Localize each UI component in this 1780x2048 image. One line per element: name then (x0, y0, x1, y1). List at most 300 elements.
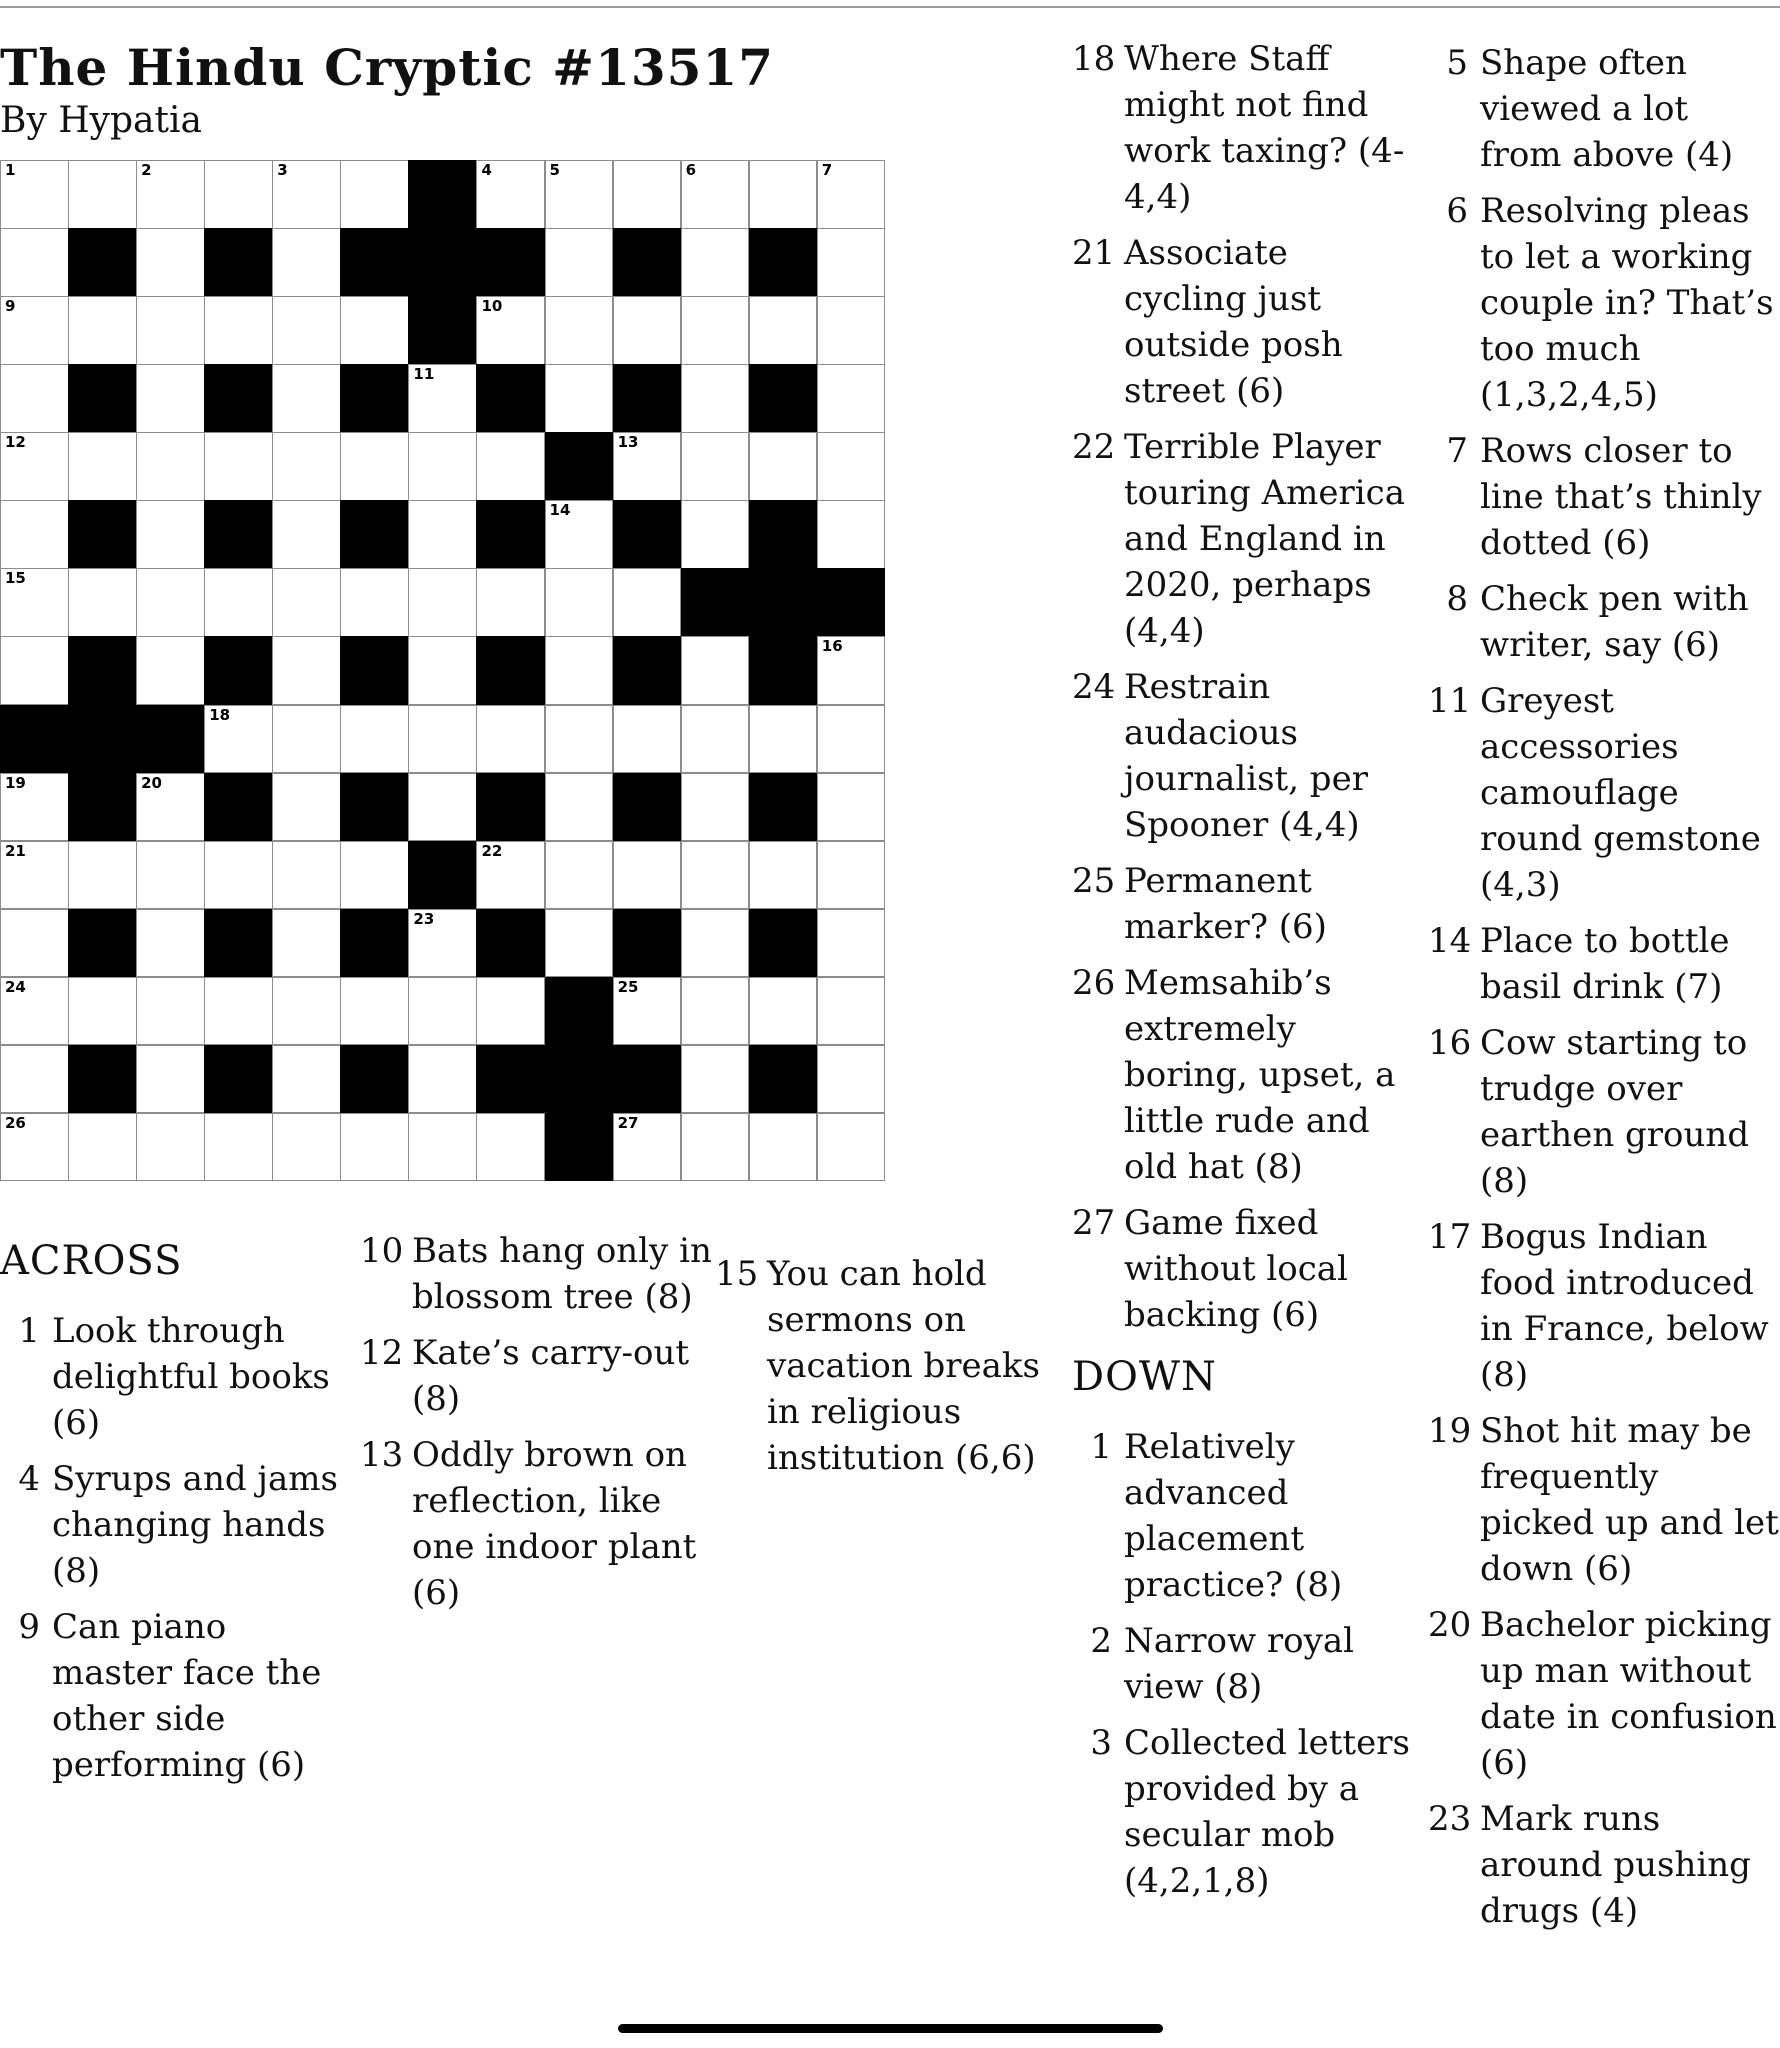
across-clue-22[interactable] (1072, 424, 1417, 654)
clue-text: Terrible Player touring America and England in 2020, perhaps (4,4) (1124, 427, 1405, 651)
grid-cell[interactable] (272, 977, 341, 1046)
clue-text: Shape often viewed a lot from above (4) (1480, 43, 1734, 175)
grid-block (613, 636, 682, 705)
grid-block (613, 1045, 682, 1114)
grid-block (817, 568, 886, 637)
grid-cell[interactable] (0, 364, 69, 433)
grid-cell[interactable] (681, 1045, 750, 1114)
grid-cell[interactable] (817, 1045, 886, 1114)
grid-cell[interactable] (545, 773, 614, 842)
grid-cell[interactable] (476, 568, 545, 637)
cell-number: 9 (5, 297, 16, 316)
grid-cell[interactable] (272, 841, 341, 910)
across-clue-27[interactable] (1072, 1200, 1417, 1338)
grid-cell[interactable] (613, 296, 682, 365)
grid-cell[interactable] (136, 160, 205, 229)
cell-number: 3 (277, 161, 288, 179)
grid-cell[interactable] (272, 228, 341, 297)
clue-number: 1 (1090, 1427, 1112, 1467)
grid-block (340, 500, 409, 569)
cell-number: 21 (5, 841, 26, 860)
grid-cell[interactable] (68, 1113, 137, 1182)
grid-cell[interactable] (204, 296, 273, 365)
grid-block (613, 500, 682, 569)
down-clue-23[interactable] (1428, 1796, 1780, 1934)
grid-block (204, 1045, 273, 1114)
across-clue-10[interactable] (360, 1228, 715, 1320)
cell-number: 4 (481, 161, 492, 179)
grid-cell[interactable] (68, 977, 137, 1046)
cell-number: 23 (413, 909, 435, 928)
grid-cell[interactable] (681, 705, 750, 774)
clue-number: 14 (1428, 921, 1472, 961)
grid-block (476, 500, 545, 569)
cell-number: 22 (481, 841, 503, 860)
grid-cell[interactable] (68, 432, 137, 501)
grid-cell[interactable] (272, 636, 341, 705)
clue-text: Associate cycling just outside posh street (6) (1124, 233, 1343, 411)
across-clue-26[interactable] (1072, 960, 1417, 1190)
clue-text: Greyest accessories camouflage round gemstone (4,3) (1480, 681, 1761, 905)
grid-cell[interactable] (545, 160, 614, 229)
clue-number: 7 (1446, 431, 1468, 471)
grid-cell[interactable] (749, 841, 818, 910)
grid-block (613, 228, 682, 297)
grid-cell[interactable] (476, 705, 545, 774)
grid-cell[interactable] (476, 160, 545, 229)
grid-cell[interactable] (476, 296, 545, 365)
clue-text: Oddly brown on reflection, like one indoor plant (6) (412, 1435, 697, 1613)
grid-cell[interactable] (204, 841, 273, 910)
grid-block (545, 1045, 614, 1114)
grid-cell[interactable] (545, 364, 614, 433)
clue-text: Bogus Indian food introduced in France, below (8) (1480, 1217, 1769, 1395)
clue-text: Bats hang only in blossom tree (8) (412, 1231, 712, 1317)
clue-number: 8 (1446, 579, 1468, 619)
grid-block (749, 500, 818, 569)
across-clue-13[interactable] (360, 1432, 715, 1616)
grid-cell[interactable] (204, 1113, 273, 1182)
grid-cell[interactable] (476, 841, 545, 910)
grid-cell[interactable] (408, 705, 477, 774)
across-clue-4[interactable] (0, 1456, 345, 1594)
clue-number: 25 (1072, 861, 1116, 901)
grid-cell[interactable] (0, 432, 69, 501)
grid-block (204, 773, 273, 842)
down-clue-17[interactable] (1428, 1214, 1780, 1398)
grid-cell[interactable] (545, 636, 614, 705)
grid-cell[interactable] (136, 228, 205, 297)
cell-number: 18 (209, 705, 231, 724)
grid-cell[interactable] (272, 500, 341, 569)
down-clue-8[interactable] (1428, 576, 1780, 668)
cell-number: 19 (5, 773, 26, 792)
grid-cell[interactable] (136, 1045, 205, 1114)
grid-cell[interactable] (613, 841, 682, 910)
home-indicator[interactable] (618, 2024, 1163, 2033)
across-clue-1[interactable] (0, 1308, 345, 1446)
across-clue-24[interactable] (1072, 664, 1417, 848)
grid-block (0, 705, 69, 774)
grid-cell[interactable] (0, 296, 69, 365)
grid-cell[interactable] (749, 977, 818, 1046)
clue-number: 10 (360, 1231, 404, 1271)
grid-block (204, 500, 273, 569)
grid-cell[interactable] (340, 841, 409, 910)
grid-cell[interactable] (681, 432, 750, 501)
grid-cell[interactable] (408, 773, 477, 842)
across-clue-25[interactable] (1072, 858, 1417, 950)
grid-cell[interactable] (613, 705, 682, 774)
grid-cell[interactable] (136, 773, 205, 842)
clue-text: You can hold sermons on vacation breaks in religious institution (6,6) (767, 1254, 1040, 1478)
clue-text: Bachelor picking up man without date in confusion (6) (1480, 1605, 1777, 1783)
cell-number: 14 (549, 501, 571, 520)
grid-cell[interactable] (204, 568, 273, 637)
grid-cell[interactable] (0, 1045, 69, 1114)
clue-text: Syrups and jams changing hands (8) (52, 1459, 338, 1591)
grid-cell[interactable] (0, 841, 69, 910)
top-divider (0, 0, 1780, 8)
grid-cell[interactable] (136, 364, 205, 433)
cell-number: 25 (617, 977, 639, 996)
grid-cell[interactable] (136, 636, 205, 705)
grid-cell[interactable] (817, 705, 886, 774)
clue-number: 13 (360, 1435, 404, 1475)
clue-number: 2 (1090, 1621, 1112, 1661)
clue-number: 22 (1072, 427, 1116, 467)
down-clue-3[interactable] (1072, 1720, 1417, 1904)
grid-cell[interactable] (136, 1113, 205, 1182)
across-column-2 (360, 1228, 715, 1626)
cell-number: 27 (617, 1113, 639, 1132)
grid-cell[interactable] (408, 1113, 477, 1182)
grid-cell[interactable] (613, 1113, 682, 1182)
down-clue-6[interactable] (1428, 188, 1780, 418)
grid-cell[interactable] (545, 705, 614, 774)
grid-cell[interactable] (340, 705, 409, 774)
clue-text: Check pen with writer, say (6) (1480, 579, 1749, 665)
grid-cell[interactable] (136, 568, 205, 637)
across-clue-18[interactable] (1072, 36, 1417, 220)
grid-cell[interactable] (681, 296, 750, 365)
grid-cell[interactable] (817, 773, 886, 842)
grid-cell[interactable] (0, 568, 69, 637)
grid-cell[interactable] (817, 160, 886, 229)
down-clue-2[interactable] (1072, 1618, 1417, 1710)
grid-block (749, 909, 818, 978)
grid-block (340, 636, 409, 705)
grid-cell[interactable] (0, 773, 69, 842)
cell-number: 15 (5, 569, 26, 588)
grid-block (749, 568, 818, 637)
grid-cell[interactable] (681, 1113, 750, 1182)
grid-block (136, 705, 205, 774)
grid-block (204, 636, 273, 705)
grid-cell[interactable] (817, 909, 886, 978)
grid-cell[interactable] (613, 568, 682, 637)
grid-block (749, 1045, 818, 1114)
grid-cell[interactable] (817, 841, 886, 910)
grid-block (204, 228, 273, 297)
clue-number: 16 (1428, 1023, 1472, 1063)
clue-text: Relatively advanced placement practice? (8) (1124, 1427, 1343, 1605)
grid-cell[interactable] (817, 432, 886, 501)
down-clue-7[interactable] (1428, 428, 1780, 566)
grid-block (68, 364, 137, 433)
grid-cell[interactable] (408, 909, 477, 978)
grid-cell[interactable] (0, 977, 69, 1046)
down-clue-20[interactable] (1428, 1602, 1780, 1786)
cell-number: 24 (5, 977, 26, 996)
across-column-4 (1072, 36, 1417, 1914)
grid-cell[interactable] (340, 160, 409, 229)
grid-cell[interactable] (340, 568, 409, 637)
clue-number: 18 (1072, 39, 1116, 79)
grid-cell[interactable] (613, 432, 682, 501)
grid-cell[interactable] (68, 841, 137, 910)
grid-block (408, 296, 477, 365)
clue-text: Place to bottle basil drink (7) (1480, 921, 1730, 1007)
grid-cell[interactable] (681, 500, 750, 569)
grid-cell[interactable] (136, 296, 205, 365)
grid-cell[interactable] (272, 909, 341, 978)
puzzle-byline: By Hypatia (0, 100, 202, 141)
grid-block (408, 841, 477, 910)
grid-cell[interactable] (136, 977, 205, 1046)
grid-cell[interactable] (681, 977, 750, 1046)
clue-number: 5 (1446, 43, 1468, 83)
grid-cell[interactable] (0, 160, 69, 229)
clue-number: 1 (18, 1311, 40, 1351)
crossword-grid (0, 160, 1021, 1181)
grid-cell[interactable] (408, 636, 477, 705)
clue-number: 26 (1072, 963, 1116, 1003)
clue-number: 21 (1072, 233, 1116, 273)
grid-cell[interactable] (340, 296, 409, 365)
grid-block (545, 432, 614, 501)
grid-cell[interactable] (272, 773, 341, 842)
clue-number: 20 (1428, 1605, 1472, 1645)
clue-text: Game fixed without local backing (6) (1124, 1203, 1348, 1335)
cell-number: 6 (685, 161, 697, 179)
grid-block (613, 364, 682, 433)
grid-cell[interactable] (749, 296, 818, 365)
grid-block (545, 977, 614, 1046)
grid-cell[interactable] (545, 568, 614, 637)
cell-number: 7 (821, 161, 833, 179)
grid-cell[interactable] (204, 705, 273, 774)
grid-cell[interactable] (0, 228, 69, 297)
clue-text: Mark runs around pushing drugs (4) (1480, 1799, 1751, 1931)
grid-cell[interactable] (408, 977, 477, 1046)
clue-number: 24 (1072, 667, 1116, 707)
grid-cell[interactable] (272, 1045, 341, 1114)
grid-block (476, 773, 545, 842)
clue-number: 23 (1428, 1799, 1472, 1839)
grid-cell[interactable] (817, 364, 886, 433)
cell-number: 10 (481, 297, 503, 316)
grid-cell[interactable] (204, 160, 273, 229)
grid-block (476, 636, 545, 705)
grid-cell[interactable] (0, 1113, 69, 1182)
cell-number: 5 (549, 161, 560, 179)
grid-cell[interactable] (68, 568, 137, 637)
clue-text: Rows closer to line that’s thinly dotted (6) (1480, 431, 1762, 563)
grid-block (340, 1045, 409, 1114)
grid-cell[interactable] (613, 977, 682, 1046)
grid-block (476, 1045, 545, 1114)
grid-cell[interactable] (681, 228, 750, 297)
grid-cell[interactable] (272, 160, 341, 229)
grid-cell[interactable] (476, 977, 545, 1046)
grid-cell[interactable] (749, 432, 818, 501)
grid-cell[interactable] (272, 705, 341, 774)
down-clue-11[interactable] (1428, 678, 1780, 908)
grid-block (68, 1045, 137, 1114)
across-column-3 (715, 1251, 1045, 1491)
grid-cell[interactable] (340, 432, 409, 501)
across-clue-9[interactable] (0, 1604, 345, 1788)
down-clue-1[interactable] (1072, 1424, 1417, 1608)
grid-block (340, 773, 409, 842)
grid-block (476, 364, 545, 433)
clue-text: Where Staff might not find work taxing? (4-4,4) (1124, 39, 1405, 217)
across-clue-12[interactable] (360, 1330, 715, 1422)
grid-cell[interactable] (408, 432, 477, 501)
grid-cell[interactable] (136, 432, 205, 501)
grid-block (204, 364, 273, 433)
grid-cell[interactable] (749, 160, 818, 229)
grid-cell[interactable] (545, 296, 614, 365)
grid-block (681, 568, 750, 637)
grid-block (408, 228, 477, 297)
grid-block (749, 364, 818, 433)
clue-text: Can piano master face the other side performing (6) (52, 1607, 322, 1785)
grid-block (68, 705, 137, 774)
grid-cell[interactable] (545, 228, 614, 297)
grid-cell[interactable] (681, 773, 750, 842)
clue-text: Memsahib’s extremely boring, upset, a little rude and old hat (8) (1124, 963, 1396, 1187)
grid-cell[interactable] (68, 296, 137, 365)
grid-block (749, 636, 818, 705)
across-clue-15[interactable] (715, 1251, 1045, 1481)
clue-text: Kate’s carry-out (8) (412, 1333, 690, 1419)
down-clue-16[interactable] (1428, 1020, 1780, 1204)
puzzle-title: The Hindu Cryptic #13517 (0, 38, 775, 97)
grid-cell[interactable] (613, 160, 682, 229)
cell-number: 20 (141, 773, 162, 792)
grid-cell[interactable] (817, 1113, 886, 1182)
grid-cell[interactable] (749, 705, 818, 774)
clue-number: 27 (1072, 1203, 1116, 1243)
grid-block (340, 228, 409, 297)
clue-text: Narrow royal view (8) (1124, 1621, 1354, 1707)
down-column-2 (1428, 40, 1780, 1944)
grid-cell[interactable] (681, 841, 750, 910)
clue-text: Look through delightful books (6) (52, 1311, 330, 1443)
grid-block (613, 773, 682, 842)
grid-cell[interactable] (408, 500, 477, 569)
clue-number: 11 (1428, 681, 1472, 721)
grid-block (204, 909, 273, 978)
grid-cell[interactable] (0, 636, 69, 705)
grid-block (476, 228, 545, 297)
grid-cell[interactable] (272, 296, 341, 365)
down-clue-19[interactable] (1428, 1408, 1780, 1592)
grid-cell[interactable] (545, 841, 614, 910)
grid-cell[interactable] (476, 432, 545, 501)
grid-cell[interactable] (817, 500, 886, 569)
grid-cell[interactable] (545, 909, 614, 978)
down-clue-5[interactable] (1428, 40, 1780, 178)
grid-cell[interactable] (136, 841, 205, 910)
grid-cell[interactable] (408, 364, 477, 433)
grid-block (749, 228, 818, 297)
grid-cell[interactable] (340, 1113, 409, 1182)
grid-cell[interactable] (408, 1045, 477, 1114)
grid-cell[interactable] (817, 977, 886, 1046)
grid-cell[interactable] (68, 160, 137, 229)
grid-block (68, 500, 137, 569)
grid-block (340, 364, 409, 433)
clue-text: Shot hit may be frequently picked up and let down (6) (1480, 1411, 1779, 1589)
grid-cell[interactable] (817, 296, 886, 365)
grid-cell[interactable] (272, 1113, 341, 1182)
down-clue-14[interactable] (1428, 918, 1780, 1010)
clue-text: Restrain audacious journalist, per Spooner (4,4) (1124, 667, 1368, 845)
grid-cell[interactable] (817, 228, 886, 297)
cell-number: 1 (5, 161, 16, 179)
across-heading: ACROSS (0, 1238, 183, 1284)
grid-block (68, 909, 137, 978)
grid-cell[interactable] (136, 500, 205, 569)
grid-cell[interactable] (204, 977, 273, 1046)
grid-cell[interactable] (340, 977, 409, 1046)
grid-cell[interactable] (545, 500, 614, 569)
grid-cell[interactable] (0, 909, 69, 978)
grid-cell[interactable] (408, 568, 477, 637)
grid-cell[interactable] (681, 364, 750, 433)
grid-cell[interactable] (476, 1113, 545, 1182)
grid-block (68, 636, 137, 705)
clue-text: Cow starting to trudge over earthen ground (8) (1480, 1023, 1750, 1201)
grid-cell[interactable] (136, 909, 205, 978)
grid-cell[interactable] (817, 636, 886, 705)
grid-cell[interactable] (681, 909, 750, 978)
grid-block (613, 909, 682, 978)
cell-number: 11 (413, 365, 435, 384)
grid-block (408, 160, 477, 229)
grid-cell[interactable] (272, 432, 341, 501)
clue-number: 3 (1090, 1723, 1112, 1763)
grid-cell[interactable] (681, 160, 750, 229)
grid-cell[interactable] (749, 1113, 818, 1182)
grid-cell[interactable] (681, 636, 750, 705)
clue-number: 19 (1428, 1411, 1472, 1451)
grid-cell[interactable] (0, 500, 69, 569)
grid-cell[interactable] (272, 364, 341, 433)
grid-cell[interactable] (204, 432, 273, 501)
grid-block (340, 909, 409, 978)
clue-number: 6 (1446, 191, 1468, 231)
grid-block (68, 228, 137, 297)
grid-cell[interactable] (272, 568, 341, 637)
cell-number: 26 (5, 1113, 26, 1132)
across-clue-21[interactable] (1072, 230, 1417, 414)
clue-text: Collected letters provided by a secular mob (4,2,1,8) (1124, 1723, 1410, 1901)
cell-number: 13 (617, 433, 639, 452)
